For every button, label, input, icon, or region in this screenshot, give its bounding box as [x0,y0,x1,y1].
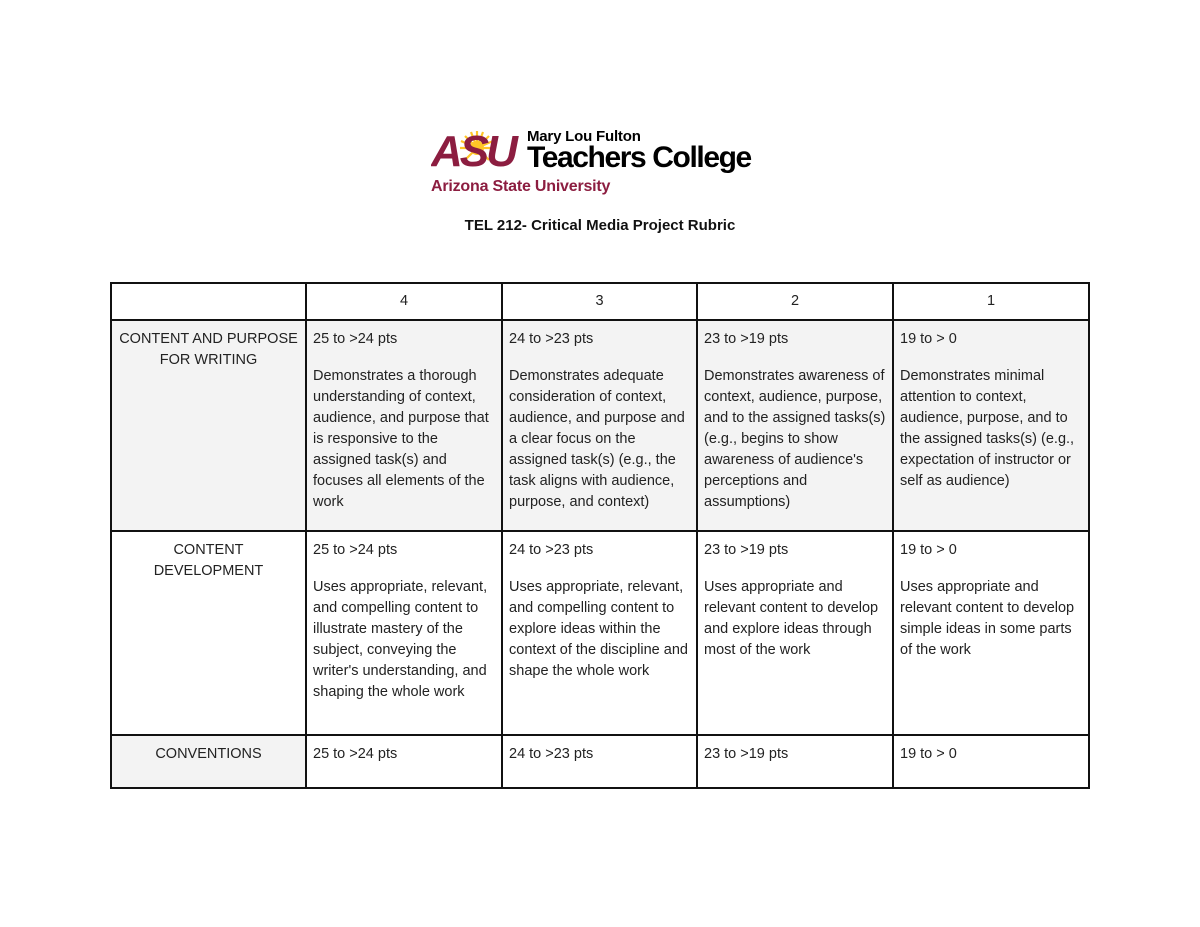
points-range: 19 to > 0 [900,542,957,558]
rubric-cell [306,735,502,788]
criterion-description: Uses appropriate, relevant, and compelling content to illustrate mastery of the subject, conveying the writer's understanding, and shaping the whole work [313,579,488,700]
points-range: 24 to >23 pts [509,331,594,347]
rubric-cell [893,531,1089,735]
rubric-cell [306,531,502,735]
document-title: TEL 212- Critical Media Project Rubric [464,217,736,234]
criterion-content-and-purpose: CONTENT AND PURPOSE FOR WRITING [111,320,306,531]
points-range: 23 to >19 pts [704,746,789,762]
criterion-conventions: CONVENTIONS [111,735,306,788]
svg-text:ASU: ASU [431,128,515,170]
criterion-description: Demonstrates adequate consideration of context, audience, and purpose and a clear focus on the assigned task(s) (e.g., the task aligns with audience, purpose, and context) [509,368,685,510]
rubric-cell [893,735,1089,788]
criterion-description: Demonstrates a thorough understanding of context, audience, and purpose that is responsive to the assigned task(s) and focuses all elements of the work [313,368,489,510]
criterion-content-development: CONTENT DEVELOPMENT [111,531,306,735]
rubric-cell [697,735,893,788]
header-cell-1: 1 [893,283,1089,320]
points-range: 24 to >23 pts [509,542,594,558]
header-cell-4: 4 [306,283,502,320]
criterion-description: Uses appropriate and relevant content to develop simple ideas in some parts of the work [900,579,1075,658]
asu-sunburst-logo-icon [431,128,523,170]
header-cell-3: 3 [502,283,697,320]
rubric-table [110,282,1090,789]
table-row [111,735,1089,788]
points-range: 23 to >19 pts [704,542,789,558]
points-range: 24 to >23 pts [509,746,594,762]
header-row [111,283,1089,320]
rubric-cell [306,320,502,531]
header-cell-2: 2 [697,283,893,320]
criterion-description: Uses appropriate and relevant content to develop and explore ideas through most of the work [704,579,879,658]
logo-line-2: Teachers College [527,141,751,174]
points-range: 25 to >24 pts [313,542,398,558]
criterion-description: Demonstrates minimal attention to context, audience, purpose, and to the assigned tasks(s) (e.g., expectation of instructor or self as audience) [900,368,1075,489]
rubric-cell [502,735,697,788]
points-range: 25 to >24 pts [313,331,398,347]
table-row [111,531,1089,735]
points-range: 25 to >24 pts [313,746,398,762]
criterion-description: Uses appropriate, relevant, and compelling content to explore ideas within the context of the discipline and shape the whole work [509,579,688,679]
points-range: 19 to > 0 [900,746,957,762]
logo-line-3: Arizona State University [431,178,611,195]
header-cell-blank [111,283,306,320]
points-range: 19 to > 0 [900,331,957,347]
rubric-cell [502,320,697,531]
table-row [111,320,1089,531]
points-range: 23 to >19 pts [704,331,789,347]
rubric-cell [697,531,893,735]
criterion-description: Demonstrates awareness of context, audience, purpose, and to the assigned tasks(s) (e.g., begins to show awareness of audience's perceptions and assumptions) [704,368,886,510]
rubric-cell [502,531,697,735]
rubric-cell [893,320,1089,531]
college-logo [431,128,776,198]
rubric-cell [697,320,893,531]
logo-line-1: Mary Lou Fulton [527,128,641,145]
